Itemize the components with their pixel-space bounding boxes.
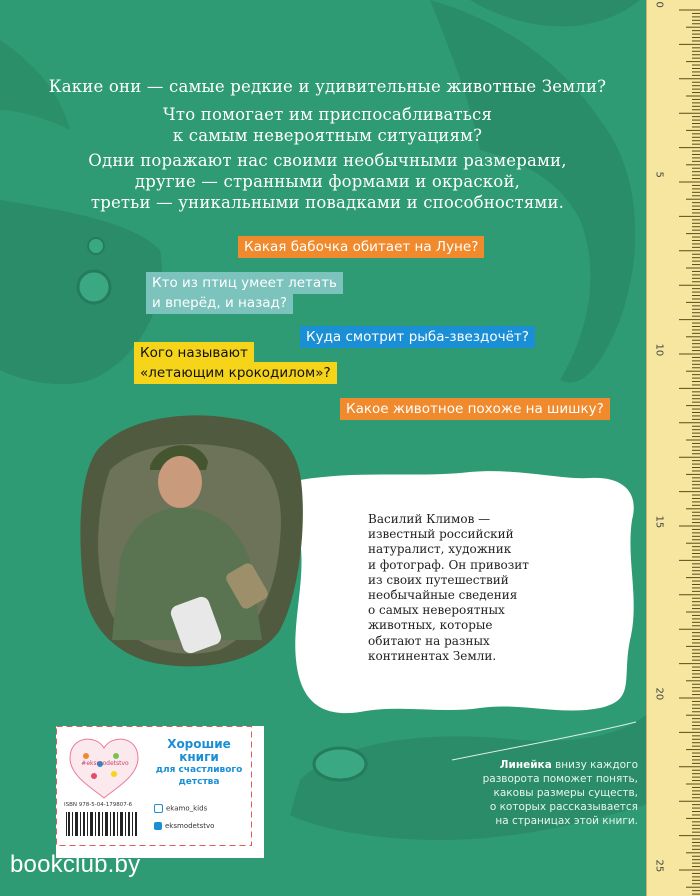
ruler-number: 15	[653, 515, 665, 529]
intro-text: к самым невероятным ситуациям?	[172, 126, 483, 145]
bio-line: известный российский	[368, 527, 514, 542]
bio-line: и фотограф. Он привозит	[368, 557, 529, 572]
question-bird-line-1: Кто из птиц умеет летать	[146, 272, 343, 294]
ruler-note-line: каковы размеры существ,	[493, 787, 638, 799]
ruler-number: 5	[653, 171, 665, 178]
question-bird-line-2: и вперёд, и назад?	[146, 292, 293, 314]
ruler-note-line: разворота поможет понять,	[482, 773, 638, 785]
intro-line-3	[0, 150, 655, 213]
ruler-number: 0	[653, 1, 665, 8]
question-flying-crocodile-line-1: Кого называют	[134, 342, 254, 364]
ruler-note-bold: Линейка	[499, 759, 552, 771]
question-pinecone-animal: Какое животное похоже на шишку?	[340, 398, 610, 420]
vk-icon	[154, 822, 162, 830]
bio-line: натуралист, художник	[368, 542, 512, 557]
bio-line: о самых невероятных	[368, 603, 505, 618]
publisher-badge	[56, 726, 264, 858]
site-watermark: bookclub.by	[10, 851, 141, 878]
badge-title	[150, 738, 248, 788]
question-moon-butterfly: Какая бабочка обитает на Луне?	[238, 236, 484, 258]
ruler	[646, 0, 700, 896]
badge-title-line: для счастливого	[155, 765, 243, 775]
bio-line: континентах Земли.	[368, 648, 497, 663]
question-flying-crocodile-line-2: «летающим крокодилом»?	[134, 362, 337, 384]
badge-title-line: Хорошие	[167, 737, 231, 751]
badge-title-line: книги	[179, 750, 219, 764]
ruler-number: 25	[653, 859, 665, 873]
instagram-icon	[154, 804, 163, 813]
bio-line: необычайные сведения	[368, 588, 518, 603]
question-stargazer-fish: Куда смотрит рыба-звездочёт?	[300, 326, 535, 348]
badge-title-line: детства	[178, 777, 220, 787]
ruler-number: 10	[653, 343, 665, 357]
ruler-note-text: внизу каждого	[551, 759, 638, 771]
intro-text: третьи — уникальными повадками и способностями.	[90, 193, 565, 212]
intro-text: Какие они — самые редкие и удивительные животные Земли?	[48, 77, 607, 96]
ruler-note-line: на страницах этой книги.	[495, 815, 638, 827]
bio-line: Василий Климов —	[368, 512, 491, 526]
ruler-number: 20	[653, 687, 665, 701]
intro-line-2	[0, 104, 655, 146]
ruler-note-line	[448, 758, 638, 772]
badge-social-vk	[154, 822, 214, 830]
bio-line: из своих путешествий	[368, 572, 509, 587]
social-handle: ekamo_kids	[166, 804, 208, 813]
bio-line: животных, которые	[368, 618, 493, 633]
intro-text: Что помогает им приспосабливаться	[162, 105, 493, 124]
badge-isbn: ISBN 978-5-04-179807-6	[64, 802, 133, 808]
intro-text: Одни поражают нас своими необычными размерами,	[88, 151, 567, 170]
author-bio	[368, 512, 648, 664]
badge-social-instagram	[154, 804, 207, 813]
ruler-note-line: о которых рассказывается	[489, 801, 638, 813]
badge-heart-text: #eksmodetstvo	[81, 760, 129, 767]
intro-line-1	[0, 76, 655, 97]
social-handle: eksmodetstvo	[165, 822, 215, 830]
ruler-note	[448, 758, 638, 828]
intro-text: другие — странными формами и окраской,	[134, 172, 521, 191]
bio-line: обитают на разных	[368, 633, 490, 648]
ruler-ticks	[647, 0, 700, 896]
